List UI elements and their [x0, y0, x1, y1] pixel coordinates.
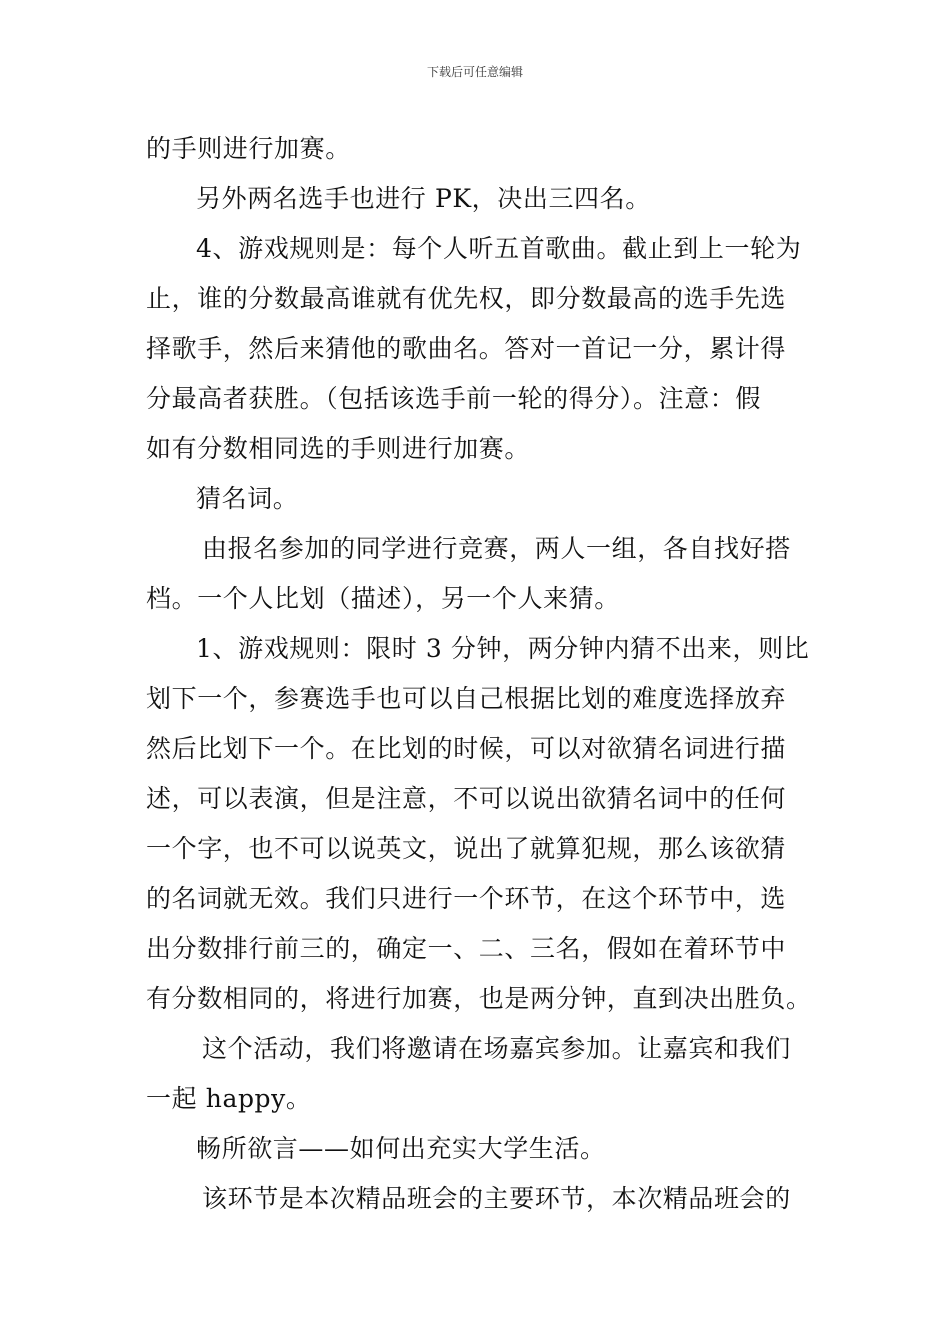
paragraph-line: 划下一个，参赛选手也可以自己根据比划的难度选择放弃	[146, 684, 787, 713]
paragraph-line: 由报名参加的同学进行竞赛，两人一组，各自找好搭	[202, 534, 791, 563]
paragraph-line: 择歌手，然后来猜他的歌曲名。答对一首记一分，累计得	[146, 334, 787, 363]
paragraph-line: 的手则进行加赛。	[146, 134, 351, 163]
paragraph-line: 这个活动，我们将邀请在场嘉宾参加。让嘉宾和我们	[202, 1034, 791, 1063]
paragraph-line: 如有分数相同选的手则进行加赛。	[146, 434, 531, 463]
paragraph-line: 的名词就无效。我们只进行一个环节，在这个环节中，选	[146, 884, 787, 913]
page-header-note: 下载后可任意编辑	[426, 65, 523, 79]
paragraph-line: 述，可以表演，但是注意，不可以说出欲猜名词中的任何	[146, 784, 787, 813]
paragraph-line: 4、游戏规则是：每个人听五首歌曲。截止到上一轮为	[196, 234, 802, 263]
paragraph-line: 另外两名选手也进行 PK，决出三四名。	[196, 184, 651, 213]
section-heading: 猜名词。	[196, 484, 299, 513]
paragraph-line: 一起 happy。	[146, 1084, 312, 1113]
paragraph-line: 有分数相同的，将进行加赛，也是两分钟，直到决出胜负。	[146, 984, 812, 1013]
paragraph-line: 然后比划下一个。在比划的时候，可以对欲猜名词进行描	[146, 734, 787, 763]
document-body	[146, 124, 810, 1224]
paragraph-line: 分最高者获胜。（包括该选手前一轮的得分）。注意：假	[146, 384, 762, 413]
paragraph-line: 止，谁的分数最高谁就有优先权，即分数最高的选手先选	[146, 284, 787, 313]
paragraph-line: 1、游戏规则：限时 3 分钟，两分钟内猜不出来，则比	[196, 634, 810, 663]
section-heading: 畅所欲言——如何出充实大学生活。	[196, 1134, 606, 1163]
paragraph-line: 该环节是本次精品班会的主要环节，本次精品班会的	[202, 1184, 791, 1213]
paragraph-line: 一个字，也不可以说英文，说出了就算犯规，那么该欲猜	[146, 834, 787, 863]
paragraph-line: 出分数排行前三的，确定一、二、三名，假如在着环节中	[146, 934, 787, 963]
paragraph-line: 档。一个人比划（描述），另一个人来猜。	[146, 584, 620, 613]
